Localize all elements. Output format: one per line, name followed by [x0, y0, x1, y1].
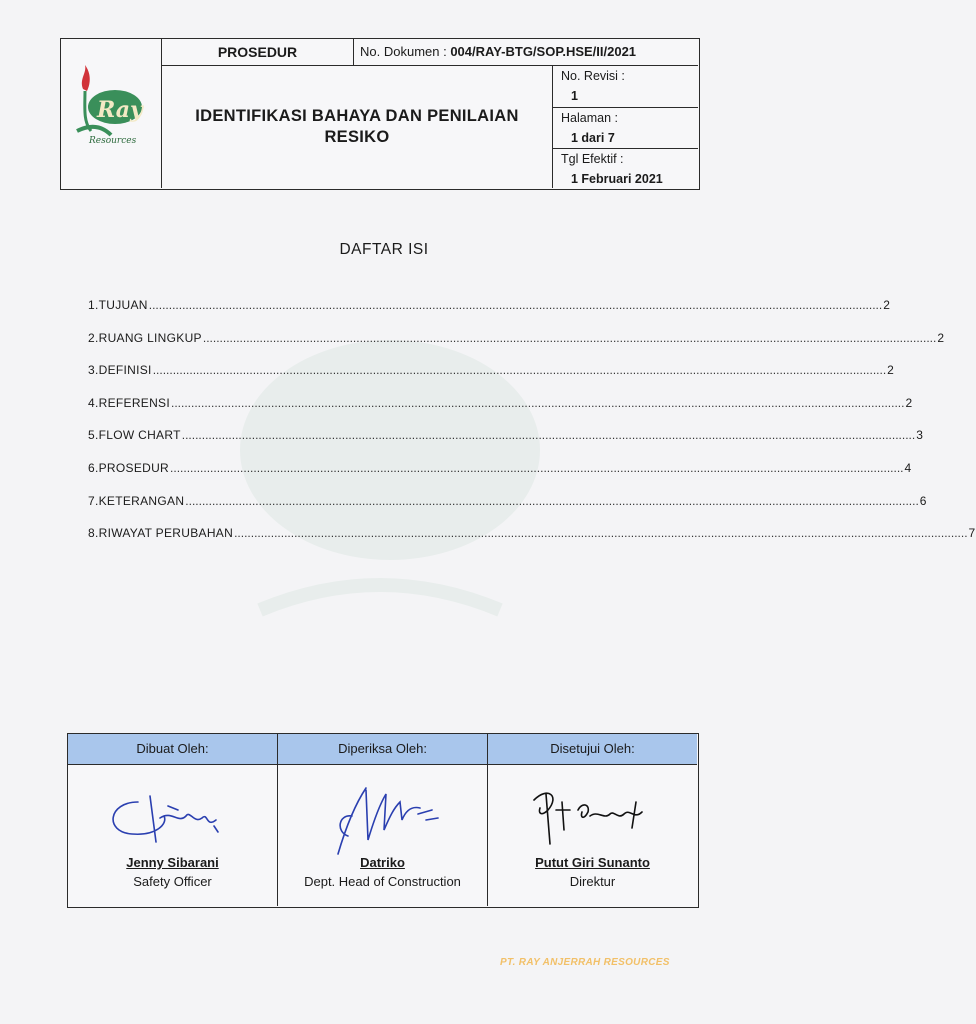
- toc-item-number: 7.: [88, 493, 99, 508]
- approver-role: Dept. Head of Construction: [304, 874, 461, 889]
- toc-item-page: 2: [887, 363, 895, 378]
- toc-item-page: 2: [937, 330, 945, 345]
- toc-item-page: 3: [916, 428, 924, 443]
- document-number-value: 004/RAY-BTG/SOP.HSE/II/2021: [450, 44, 637, 59]
- effective-date-cell: [553, 149, 698, 188]
- toc-leader-dots: ............................................................................................................................................................................................................................: [171, 395, 905, 410]
- document-header-table: [60, 38, 700, 190]
- toc-item-label: RUANG LINGKUP: [98, 330, 202, 345]
- document-title-line1: IDENTIFIKASI BAHAYA DAN PENILAIAN: [195, 107, 519, 125]
- effective-date-label: Tgl Efektif :: [561, 152, 624, 166]
- toc-item-number: 8.: [88, 526, 99, 541]
- toc-leader-dots: ............................................................................................................................................................................................................................: [152, 363, 887, 378]
- approval-heading: Diperiksa Oleh:: [278, 734, 487, 765]
- approval-heading: Disetujui Oleh:: [488, 734, 697, 765]
- toc-item-page: 6: [919, 493, 927, 508]
- toc-item-page: 2: [905, 395, 913, 410]
- toc-item-number: 2.: [88, 330, 99, 345]
- toc-item[interactable]: [88, 395, 913, 429]
- toc-item-label: TUJUAN: [98, 298, 148, 312]
- toc-leader-dots: ............................................................................................................................................................................................................................: [170, 460, 904, 475]
- toc-item[interactable]: [88, 363, 895, 396]
- table-of-contents: [88, 298, 976, 559]
- toc-item-label: KETERANGAN: [98, 493, 185, 508]
- approver-name: Jenny Sibarani: [126, 855, 219, 870]
- company-logo: [61, 39, 162, 188]
- toc-item-label: PROSEDUR: [98, 460, 170, 475]
- signature-putut: [518, 780, 668, 862]
- approval-prepared-by: [68, 734, 278, 906]
- page-cell: [553, 108, 698, 149]
- logo-wordmark: Ray: [97, 97, 143, 123]
- toc-leader-dots: ............................................................................................................................................................................................................................: [234, 526, 968, 541]
- toc-item-page: 4: [904, 460, 912, 475]
- logo-subtext: Resources: [89, 136, 137, 146]
- toc-item-label: REFERENSI: [98, 395, 170, 410]
- document-title-line2: RESIKO: [324, 128, 390, 146]
- approval-table: [67, 733, 699, 908]
- toc-item-number: 6.: [88, 460, 99, 475]
- approver-name: Datriko: [360, 855, 405, 870]
- toc-item[interactable]: [88, 460, 912, 494]
- toc-leader-dots: ............................................................................................................................................................................................................................: [202, 330, 937, 345]
- page-value: 1 dari 7: [571, 131, 615, 145]
- revision-value: 1: [571, 89, 578, 103]
- toc-item-number: 3.: [88, 363, 99, 378]
- toc-leader-dots: ............................................................................................................................................................................................................................: [185, 493, 919, 508]
- toc-item-number: 1.: [88, 298, 99, 312]
- toc-leader-dots: ............................................................................................................................................................................................................................: [181, 428, 916, 443]
- approval-checked-by: [278, 734, 488, 906]
- revision-cell: [553, 66, 698, 108]
- signature-jenny: [98, 780, 248, 862]
- page-label: Halaman :: [561, 111, 618, 125]
- toc-item-number: 4.: [88, 395, 99, 410]
- document-title: [162, 66, 553, 188]
- footer-company: PT. RAY ANJERRAH RESOURCES: [500, 957, 670, 968]
- revision-label: No. Revisi :: [561, 69, 625, 83]
- toc-item-number: 5.: [88, 428, 99, 443]
- toc-item-page: 7: [968, 526, 976, 541]
- toc-item-label: RIWAYAT PERUBAHAN: [98, 526, 234, 541]
- toc-item-label: FLOW CHART: [98, 428, 181, 443]
- document-number: [354, 39, 698, 66]
- toc-leader-dots: ............................................................................................................................................................................................................................: [148, 298, 883, 312]
- approver-role: Safety Officer: [133, 874, 212, 889]
- ray-resources-logo-icon: [61, 39, 162, 188]
- toc-title: DAFTAR ISI: [339, 241, 429, 258]
- toc-item-page: 2: [883, 298, 891, 312]
- effective-date-value: 1 Februari 2021: [571, 172, 663, 186]
- approver-role: Direktur: [569, 874, 616, 889]
- signature-datriko: [308, 780, 458, 862]
- document-number-label: No. Dokumen :: [360, 44, 451, 59]
- approver-name: Putut Giri Sunanto: [535, 855, 650, 870]
- toc-item-label: DEFINISI: [98, 363, 152, 378]
- toc-item[interactable]: [88, 526, 976, 559]
- approval-heading: Dibuat Oleh:: [68, 734, 277, 765]
- toc-item[interactable]: [88, 330, 945, 364]
- toc-item[interactable]: [88, 493, 927, 527]
- document-type: PROSEDUR: [162, 39, 354, 66]
- approval-approved-by: [488, 734, 697, 906]
- toc-item[interactable]: [88, 298, 891, 331]
- toc-item[interactable]: [88, 428, 924, 461]
